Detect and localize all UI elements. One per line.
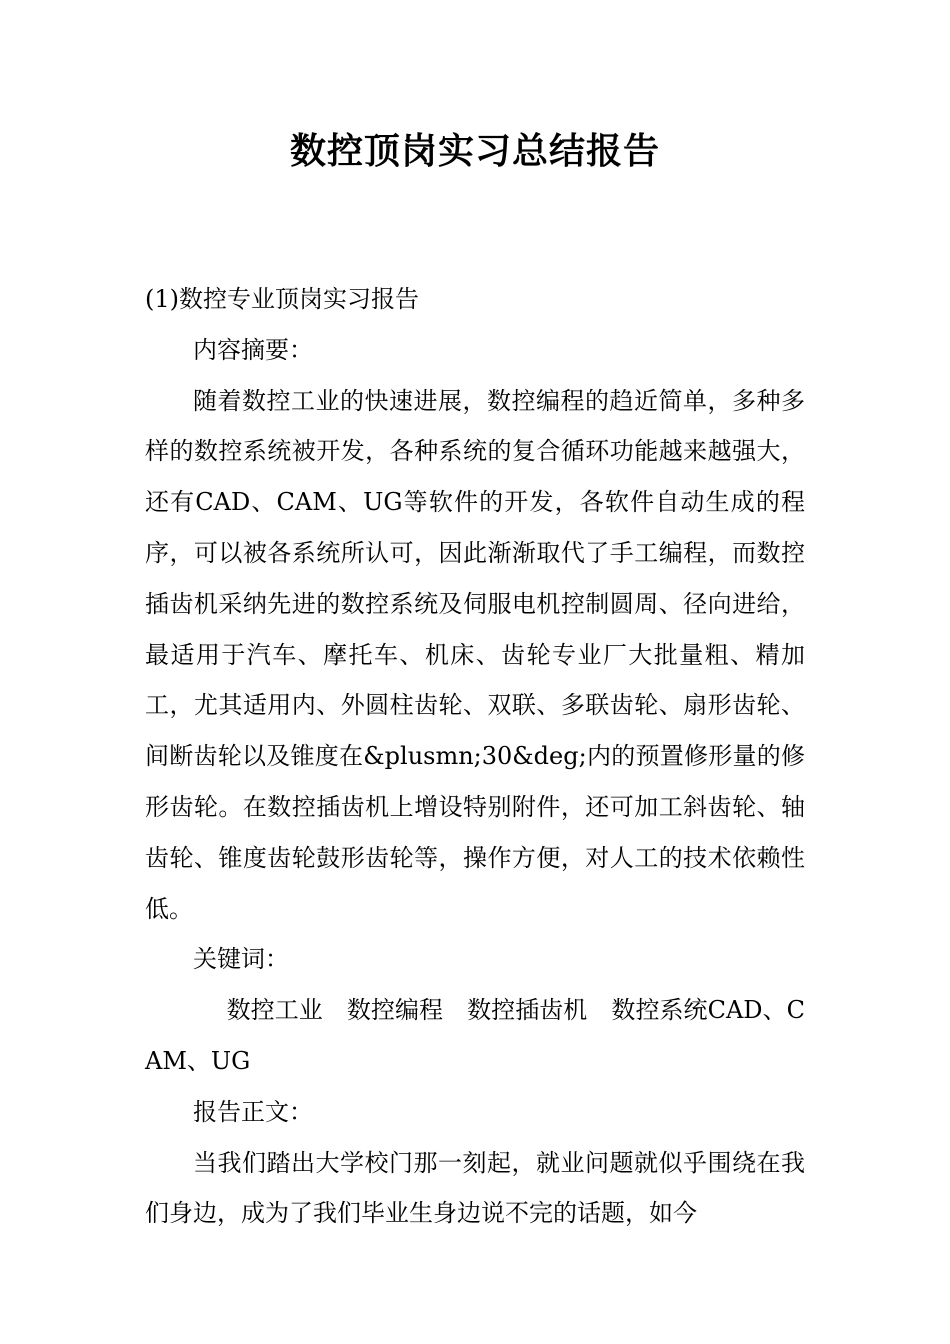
document-title: 数控顶岗实习总结报告 [289, 131, 660, 172]
keywords-paragraph: 数控工业 数控编程 数控插齿机 数控系统CAD、CAM、UG [145, 996, 805, 1075]
abstract-paragraph: 随着数控工业的快速进展，数控编程的趋近简单，多种多样的数控系统被开发，各种系统的复合循环功能越来越强大，还有CAD、CAM、UG等软件的开发，各软件自动生成的程序，可以被各系统所认可，因此渐渐取代了手工编程，而数控插齿机采纳先进的数控系统及伺服电机控制圆周、径向进给，最适用于汽车、摩托车、机床、齿轮专业厂大批量粗、精加工，尤其适用内、外圆柱齿轮、双联、多联齿轮、扇形齿轮、间断齿轮以及锥度在&plusmn;30&deg;内的预置修形量的修形齿轮。在数控插齿机上增设特别附件，还可加工斜齿轮、轴齿轮、锥度齿轮鼓形齿轮等，操作方便，对人工的技术依赖性低。 [145, 386, 805, 923]
abstract-label: 内容摘要： [193, 335, 313, 364]
body-label: 报告正文： [193, 1097, 313, 1126]
section-heading: (1)数控专业顶岗实习报告 [145, 285, 419, 313]
document-body [145, 274, 805, 1239]
keywords-label: 关键词： [193, 945, 289, 974]
body-paragraph: 当我们踏出大学校门那一刻起，就业问题就似乎围绕在我们身边，成为了我们毕业生身边说不完的话题，如今 [145, 1148, 805, 1228]
